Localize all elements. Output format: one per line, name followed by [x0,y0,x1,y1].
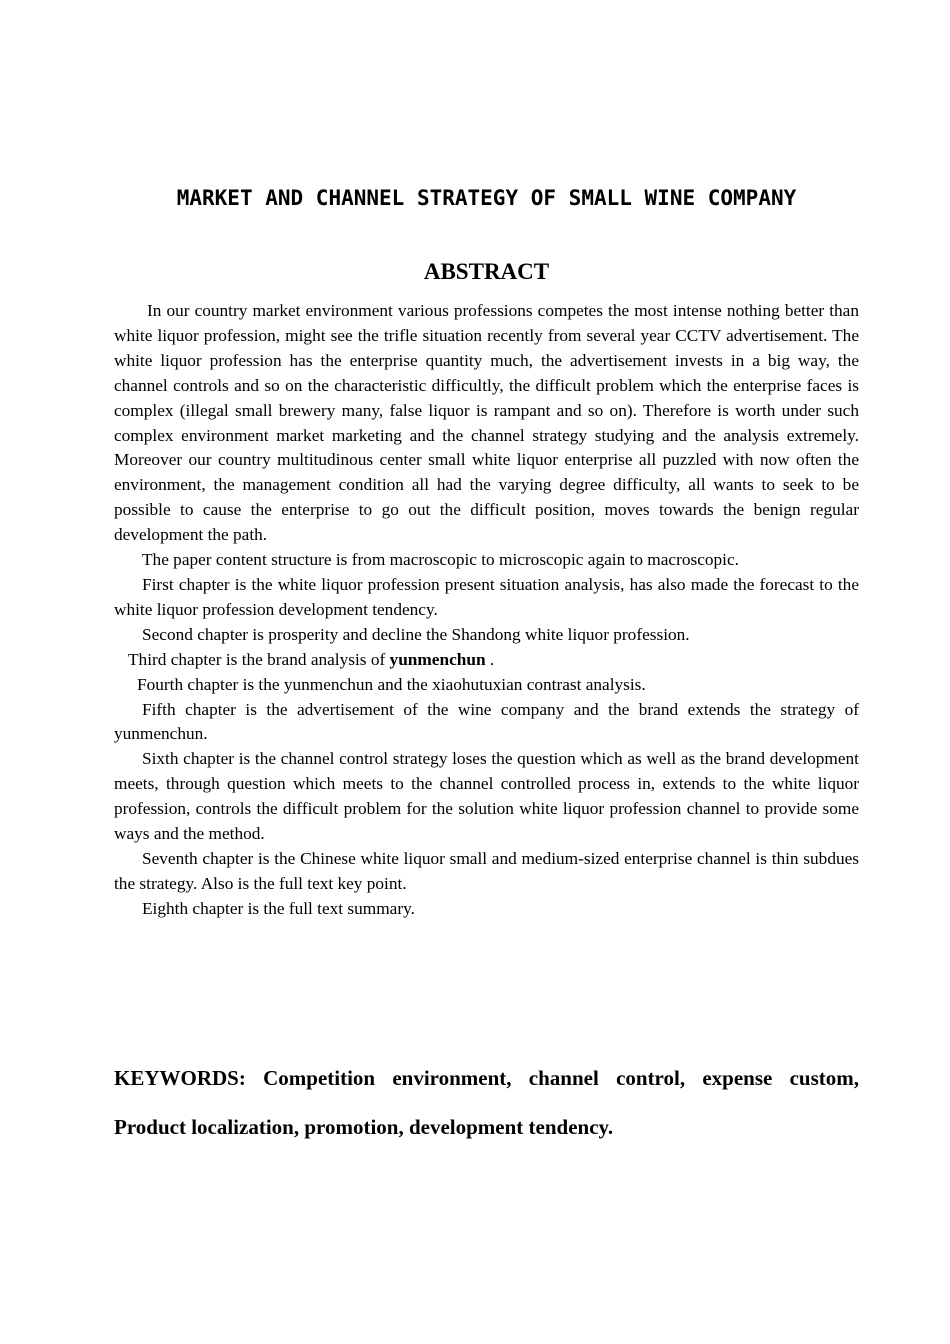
abstract-body [114,299,859,922]
abstract-paragraph: In our country market environment various professions competes the most intense nothing better than white liquor profession, might see the trifle situation recently from several year CCTV advertisement. The white liquor profession has the enterprise quantity much, the advertisement invests in a big way, the channel controls and so on the characteristic difficultly, the difficult problem which the enterprise faces is complex (illegal small brewery many, false liquor is rampant and so on). Therefore is worth under such complex environment market marketing and the channel strategy studying and the analysis extremely. Moreover our country multitudinous center small white liquor enterprise all puzzled with now often the environment, the management condition all had the varying degree difficulty, all wants to seek to be possible to cause the enterprise to go out the difficult position, moves towards the benign regular development the path. [114,301,859,545]
paragraph-text: . [485,649,495,669]
abstract-paragraph: Sixth chapter is the channel control strategy loses the question which as well as the brand development meets, through question which meets to the channel controlled process in, extends to the white liquor profession, controls the difficult problem for the solution white liquor profession channel to provide some ways and the method. [114,749,859,844]
brand-name: yunmenchun [389,649,486,669]
abstract-paragraph: The paper content structure is from macroscopic to microscopic again to macroscopic. [142,550,739,570]
abstract-paragraph [114,648,859,673]
abstract-paragraph: Seventh chapter is the Chinese white liquor small and medium-sized enterprise channel is thin subdues the strategy. Also is the full text key point. [114,848,859,893]
paragraph-text: Third chapter is the brand analysis of [128,649,390,669]
abstract-paragraph: Fourth chapter is the yunmenchun and the xiaohutuxian contrast analysis. [137,674,646,694]
abstract-paragraph: Second chapter is prosperity and decline the Shandong white liquor profession. [142,624,690,644]
keywords-line: Product localization, promotion, development tendency. [114,1115,614,1139]
keywords-section [114,1054,859,1152]
abstract-paragraph: First chapter is the white liquor profession present situation analysis, has also made the forecast to the white liquor profession development tendency. [114,574,859,619]
abstract-heading: ABSTRACT [423,259,550,284]
document-title: MARKET AND CHANNEL STRATEGY OF SMALL WINE COMPANY [176,186,797,210]
keywords-line: KEYWORDS: Competition environment, channel control, expense custom, [114,1066,859,1090]
abstract-paragraph: Eighth chapter is the full text summary. [142,898,415,918]
abstract-paragraph: Fifth chapter is the advertisement of the wine company and the brand extends the strategy of yunmenchun. [114,699,859,744]
